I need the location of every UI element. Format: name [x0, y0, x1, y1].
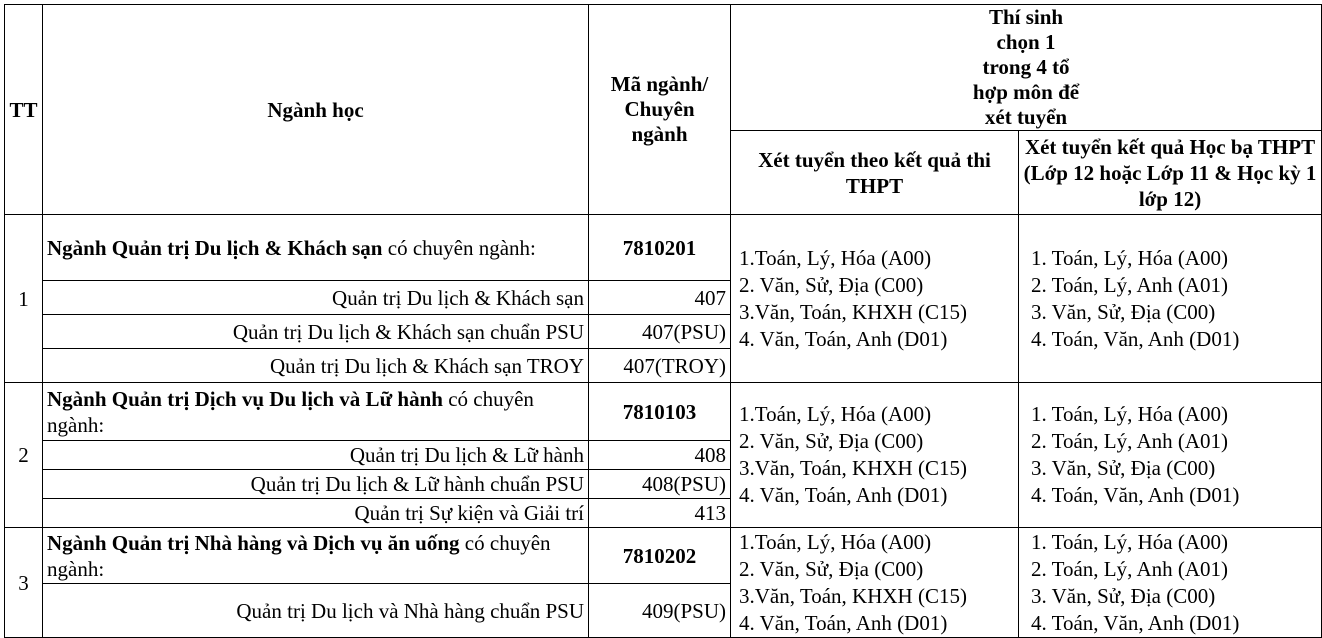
group-row — [5, 528, 1322, 584]
header-hocba: Xét tuyển kết quả Học bạ THPT (Lớp 12 hoặc Lớp 11 & Học kỳ 1 lớp 12) — [1019, 131, 1322, 215]
combo-item: 3. Văn, Sử, Địa (C00) — [1031, 456, 1216, 480]
combo-item: 2. Toán, Lý, Anh (A01) — [1031, 429, 1229, 453]
header-code: Mã ngành/ Chuyên ngành — [589, 5, 731, 215]
combo-item: 3. Văn, Sử, Địa (C00) — [1031, 299, 1216, 324]
header-combo-group: Thí sinh chọn 1 trong 4 tổ hợp môn để xét tuyển — [731, 5, 1322, 131]
combo-item: 1.Toán, Lý, Hóa (A00) — [739, 245, 932, 270]
major-suffix: có chuyên ngành: — [47, 530, 551, 581]
hocba-combos — [1019, 383, 1322, 528]
specialty-code: 409(PSU) — [589, 584, 731, 638]
major-name: Ngành Quản trị Dịch vụ Du lịch và Lữ hành — [47, 386, 443, 411]
thpt-combos — [731, 528, 1019, 638]
header-tt: TT — [5, 5, 43, 215]
header-thpt: Xét tuyển theo kết quả thi THPT — [731, 131, 1019, 215]
group-number: 2 — [5, 383, 43, 528]
major-title — [43, 383, 589, 441]
specialty-name: Quản trị Du lịch & Khách sạn TROY — [43, 349, 589, 383]
combo-item: 3. Văn, Sử, Địa (C00) — [1031, 583, 1216, 608]
combo-item: 4. Toán, Văn, Anh (D01) — [1031, 610, 1240, 635]
major-title — [43, 528, 589, 584]
group-number: 1 — [5, 215, 43, 383]
combo-item: 3.Văn, Toán, KHXH (C15) — [739, 583, 967, 608]
combo-item: 1.Toán, Lý, Hóa (A00) — [739, 529, 932, 554]
combo-item: 4. Văn, Toán, Anh (D01) — [739, 326, 948, 351]
admission-table — [4, 4, 1322, 638]
specialty-code: 407(PSU) — [589, 315, 731, 349]
combo-item: 4. Văn, Toán, Anh (D01) — [739, 483, 948, 507]
thpt-combos — [731, 215, 1019, 383]
major-suffix: có chuyên ngành: — [47, 386, 534, 437]
combo-item: 3.Văn, Toán, KHXH (C15) — [739, 456, 967, 480]
specialty-name: Quản trị Sự kiện và Giải trí — [43, 499, 589, 528]
combo-item: 1. Toán, Lý, Hóa (A00) — [1031, 402, 1229, 426]
combo-item: 2. Văn, Sử, Địa (C00) — [739, 556, 924, 581]
specialty-name: Quản trị Du lịch & Lữ hành — [43, 441, 589, 470]
group-row — [5, 383, 1322, 441]
combo-item: 1. Toán, Lý, Hóa (A00) — [1031, 245, 1229, 270]
header-row — [5, 5, 1322, 131]
hocba-combos — [1019, 215, 1322, 383]
specialty-name: Quản trị Du lịch & Lữ hành chuẩn PSU — [43, 470, 589, 499]
specialty-code: 407 — [589, 281, 731, 315]
specialty-code: 408(PSU) — [589, 470, 731, 499]
combo-item: 4. Văn, Toán, Anh (D01) — [739, 610, 948, 635]
major-title — [43, 215, 589, 281]
major-code: 7810201 — [589, 215, 731, 281]
specialty-code: 407(TROY) — [589, 349, 731, 383]
specialty-code: 408 — [589, 441, 731, 470]
combo-item: 2. Văn, Sử, Địa (C00) — [739, 272, 924, 297]
major-name: Ngành Quản trị Du lịch & Khách sạn — [47, 235, 383, 260]
thpt-combos — [731, 383, 1019, 528]
major-code: 7810202 — [589, 528, 731, 584]
specialty-code: 413 — [589, 499, 731, 528]
group-number: 3 — [5, 528, 43, 638]
combo-item: 2. Toán, Lý, Anh (A01) — [1031, 272, 1229, 297]
major-name: Ngành Quản trị Nhà hàng và Dịch vụ ăn uống — [47, 530, 460, 555]
hocba-combos — [1019, 528, 1322, 638]
specialty-name: Quản trị Du lịch & Khách sạn — [43, 281, 589, 315]
major-code: 7810103 — [589, 383, 731, 441]
major-suffix: có chuyên ngành: — [382, 235, 536, 260]
combo-item: 1.Toán, Lý, Hóa (A00) — [739, 402, 932, 426]
header-major: Ngành học — [43, 5, 589, 215]
combo-item: 4. Toán, Văn, Anh (D01) — [1031, 326, 1240, 351]
combo-item: 1. Toán, Lý, Hóa (A00) — [1031, 529, 1229, 554]
combo-item: 2. Toán, Lý, Anh (A01) — [1031, 556, 1229, 581]
specialty-name: Quản trị Du lịch và Nhà hàng chuẩn PSU — [43, 584, 589, 638]
specialty-name: Quản trị Du lịch & Khách sạn chuẩn PSU — [43, 315, 589, 349]
group-row — [5, 215, 1322, 281]
combo-item: 4. Toán, Văn, Anh (D01) — [1031, 483, 1240, 507]
combo-item: 2. Văn, Sử, Địa (C00) — [739, 429, 924, 453]
combo-item: 3.Văn, Toán, KHXH (C15) — [739, 299, 967, 324]
